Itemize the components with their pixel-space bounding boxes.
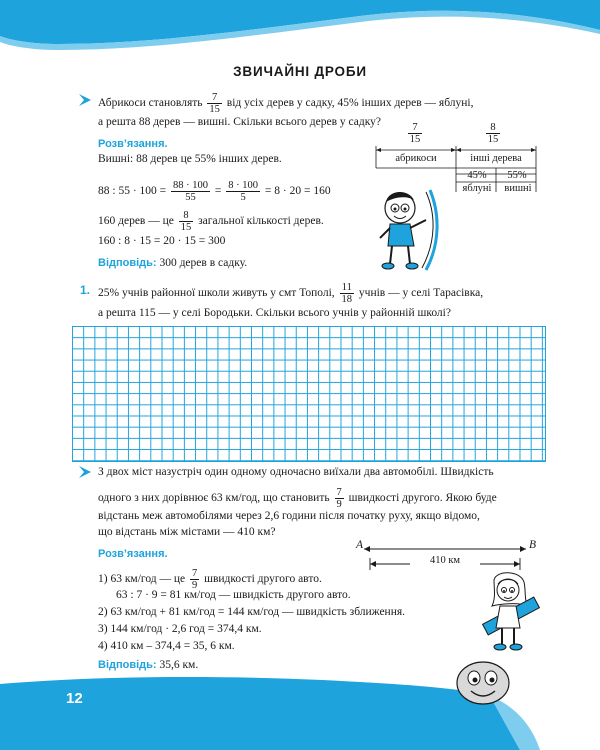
solution-label: Розв’язання. [98, 548, 168, 560]
task1-text-b: учнів — у селі Тарасівка, [358, 287, 484, 300]
frac-den: 15 [487, 134, 499, 145]
chevron-bullet-icon [78, 465, 94, 479]
answer-label: Відповідь: [98, 659, 157, 671]
diagram-frac-right [478, 122, 508, 145]
problem2-line2 [98, 487, 497, 510]
fraction-7-15 [207, 92, 222, 115]
frac-num: 88 · 100 [173, 180, 209, 191]
solution-step-4: 160 : 8 · 15 = 20 · 15 = 300 [98, 235, 226, 247]
p2-step-4: 4) 410 км – 374,4 = 35, 6 км. [98, 640, 235, 652]
smiley-face-icon [455, 660, 511, 706]
step3-text-b: загальної кількості дерев. [198, 215, 324, 228]
task1-line1 [98, 282, 483, 305]
solution-step-2 [98, 180, 331, 203]
frac-den: 9 [191, 580, 198, 591]
problem1-text-b: від усіх дерев у садку, 45% інших дерев — яблуні, [226, 97, 474, 110]
frac-den: 15 [409, 134, 421, 145]
diagram-pct-55: 55% [507, 170, 527, 181]
fraction-11-18 [340, 282, 355, 305]
city-a-label: A [356, 539, 364, 551]
city-b-label: B [529, 539, 537, 551]
frac-den: 9 [336, 499, 342, 510]
frac-num: 7 [336, 487, 342, 498]
problem2-text-a: одного з них дорівнює 63 км/год, що становить [98, 492, 330, 505]
boy-with-measure-illustration [374, 184, 446, 272]
frac-num: 11 [340, 282, 355, 294]
diagram-segment-other: інші дерева [470, 153, 522, 164]
solution-step-1: Вишні: 88 дерев це 55% інших дерев. [98, 153, 282, 165]
problem2-line4: що відстань між містами — 410 км? [98, 526, 276, 538]
answer-line [98, 256, 247, 270]
diagram-label-apples: яблуні [462, 183, 492, 194]
chevron-bullet-icon [78, 93, 94, 107]
task1-line2: а решта 115 — у селі Бородьки. Скільки всього учнів у районній школі? [98, 307, 451, 319]
frac-num: 7 [191, 568, 198, 579]
frac-den: 5 [240, 192, 246, 203]
p2-step1-text-a: 1) 63 км/год — це [98, 573, 186, 586]
frac-num: 7 [408, 122, 423, 134]
problem1-text-a: Абрикоси становлять [98, 97, 203, 110]
fraction-8800-55 [171, 180, 210, 203]
step3-text-a: 160 дерев — це [98, 215, 174, 228]
page-number: 12 [66, 690, 83, 707]
diagram-label-cherries: вишні [504, 183, 532, 194]
answer-text: 35,6 км. [159, 659, 199, 671]
answer-grid[interactable] [72, 326, 546, 462]
step2-equals: = [214, 185, 222, 198]
p2-step-3: 3) 144 км/год · 2,6 год = 374,4 км. [98, 623, 262, 635]
answer-label: Відповідь: [98, 257, 157, 269]
problem1-line1 [98, 92, 474, 115]
step2-text-a: 88 : 55 · 100 = [98, 185, 167, 198]
section-title: ЗВИЧАЙНІ ДРОБИ [233, 64, 367, 79]
distance-label: 410 км [410, 555, 480, 567]
fraction-800-5 [226, 180, 260, 203]
step2-text-c: = 8 · 20 = 160 [264, 185, 331, 198]
answer-text: 300 дерев в садку. [159, 257, 248, 269]
fraction-7-9 [335, 487, 344, 510]
frac-den: 55 [185, 192, 196, 203]
problem2-line1: З двох міст назустріч один одному одночасно виїхали два автомобілі. Швидкість [98, 466, 494, 478]
task-number: 1. [80, 283, 91, 297]
diagram-frac-left [400, 122, 430, 145]
problem2-text-b: швидкості другого. Якою буде [348, 492, 497, 505]
frac-num: 8 · 100 [228, 180, 259, 191]
task1-text-a: 25% учнів районної школи живуть у смт Тополі, [98, 287, 335, 300]
p2-step-2: 2) 63 км/год + 81 км/год = 144 км/год — швидкість зближення. [98, 606, 406, 618]
fraction-8-15 [179, 210, 194, 233]
diagram-segment-apricots: абрикоси [395, 153, 437, 164]
frac-num: 8 [179, 210, 194, 222]
diagram-pct-45: 45% [467, 170, 487, 181]
problem1-line2: а решта 88 дерев — вишні. Скільки всього дерев у садку? [98, 116, 382, 128]
frac-den: 15 [209, 104, 220, 115]
frac-den: 15 [180, 222, 192, 233]
problem2-line3: відстань меж автомобілями через 2,6 години після початку руху, якщо відомо, [98, 510, 480, 522]
frac-den: 18 [341, 294, 353, 305]
top-wave-decoration [0, 0, 600, 70]
solution-step-3 [98, 210, 324, 233]
girl-with-ruler-illustration [478, 570, 542, 652]
p2-step-1c: 63 : 7 · 9 = 81 км/год — швидкість другого авто. [116, 589, 351, 601]
frac-num: 8 [486, 122, 501, 134]
frac-num: 7 [207, 92, 222, 104]
solution-label: Розв’язання. [98, 138, 168, 150]
p2-step1-text-b: швидкості другого авто. [204, 573, 322, 586]
